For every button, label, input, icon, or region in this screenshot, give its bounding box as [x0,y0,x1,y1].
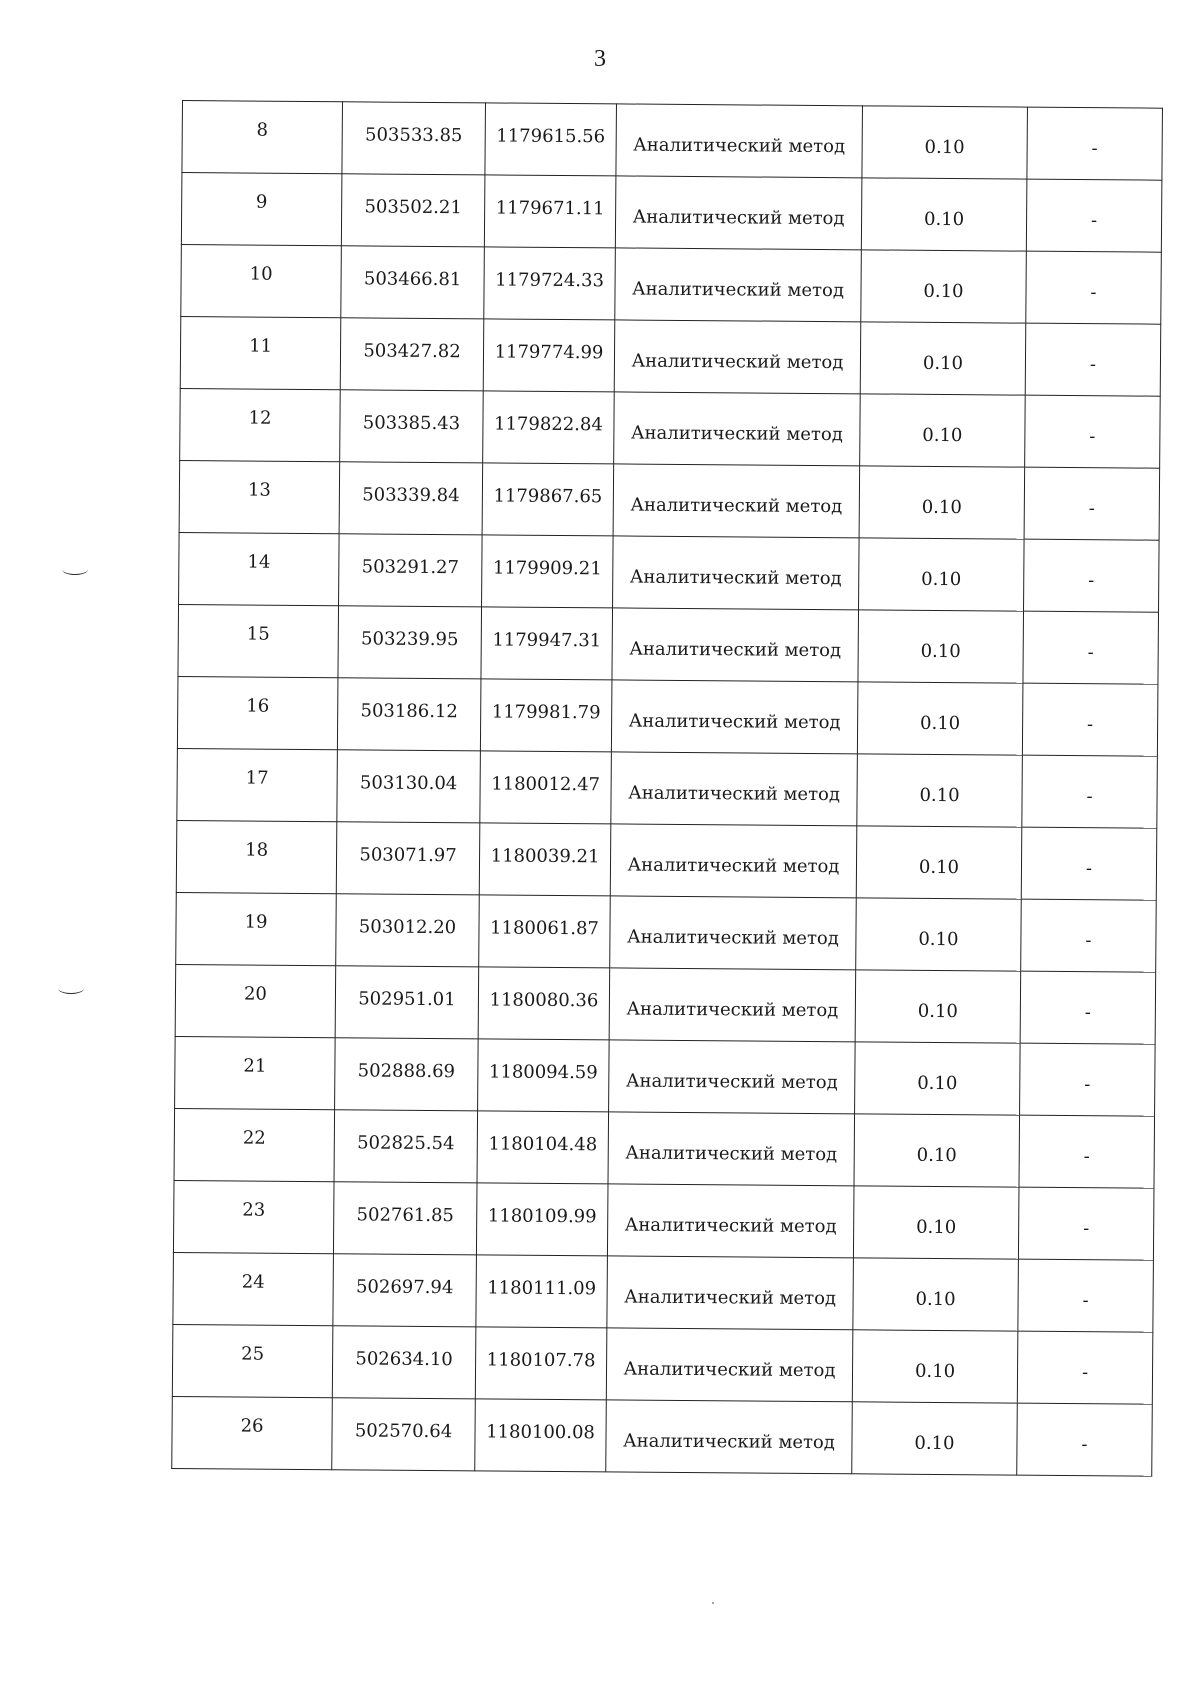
accuracy-cell [852,1402,1018,1475]
y-coordinate-cell [485,103,617,176]
method-cell-value: Аналитический метод [630,494,843,518]
method-cell-value: Аналитический метод [622,1430,835,1454]
x-coordinate-cell-value: 503533.85 [364,124,463,147]
y-coordinate-cell [476,1183,608,1256]
table-row [176,820,1157,900]
point-number-cell-value: 20 [243,983,268,1005]
x-coordinate-cell-value: 502888.69 [357,1060,456,1083]
y-coordinate-cell [484,175,616,248]
note-cell-value: - [1088,570,1095,592]
note-cell-value: - [1088,498,1095,520]
accuracy-cell-value: 0.10 [917,1000,958,1023]
point-number-cell [176,892,337,965]
x-coordinate-cell [340,390,484,463]
x-coordinate-cell [333,1182,477,1255]
method-cell-value: Аналитический метод [625,1070,838,1094]
accuracy-cell-value: 0.10 [916,1144,957,1167]
method-cell-value: Аналитический метод [630,422,843,446]
accuracy-cell-value: 0.10 [914,1360,956,1383]
note-cell [1017,1403,1153,1476]
accuracy-cell [859,538,1025,611]
point-number-cell-value: 14 [247,551,271,573]
point-number-cell-value: 22 [242,1127,266,1149]
method-cell-value: Аналитический метод [626,998,839,1022]
method-cell [616,104,863,178]
accuracy-cell [857,754,1023,827]
accuracy-cell-value: 0.10 [917,1072,958,1095]
method-cell [613,536,860,610]
y-coordinate-cell-value: 1180061.87 [490,917,599,940]
method-cell [606,1400,853,1474]
method-cell [611,680,858,754]
x-coordinate-cell [341,246,485,319]
point-number-cell [180,388,341,461]
point-number-cell [179,532,340,605]
method-cell [614,320,861,394]
point-number-cell [181,173,342,246]
x-coordinate-cell-value: 502825.54 [357,1132,455,1155]
method-cell [610,896,857,970]
note-cell-value: - [1085,930,1092,952]
accuracy-cell-value: 0.10 [919,784,960,807]
y-coordinate-cell-value: 1180111.09 [487,1277,597,1300]
table-row [175,1036,1156,1116]
note-cell [1024,467,1160,540]
accuracy-cell-value: 0.10 [914,1432,955,1455]
y-coordinate-cell [479,823,611,896]
accuracy-cell-value: 0.10 [923,280,964,303]
method-cell-value: Аналитический метод [624,1214,837,1238]
accuracy-cell [861,250,1027,323]
note-cell [1021,899,1157,972]
note-cell [1023,611,1159,684]
x-coordinate-cell [334,1110,478,1183]
note-cell-value: - [1086,714,1094,736]
x-coordinate-cell-value: 502761.85 [356,1204,455,1227]
x-coordinate-cell-value: 503427.82 [363,340,461,363]
table-row [175,964,1156,1044]
x-coordinate-cell-value: 502697.94 [355,1276,454,1299]
accuracy-cell-value: 0.10 [918,856,960,879]
point-number-cell-value: 18 [245,839,269,861]
note-cell [1022,755,1158,828]
point-number-cell-value: 10 [249,263,273,285]
y-coordinate-cell [478,967,610,1040]
accuracy-cell [862,106,1028,179]
x-coordinate-cell [342,102,486,175]
method-cell-value: Аналитический метод [624,1286,837,1310]
note-cell-value: - [1081,1434,1088,1456]
accuracy-cell [857,682,1023,755]
x-coordinate-cell-value: 502570.64 [354,1420,453,1443]
note-cell [1020,971,1156,1044]
table-row [179,532,1160,612]
point-number-cell [177,748,338,821]
accuracy-cell-value: 0.10 [924,136,965,159]
table-row [176,892,1157,972]
method-cell [614,392,861,466]
accuracy-cell-value: 0.10 [915,1288,956,1311]
point-number-cell [172,1324,333,1397]
point-number-cell-value: 26 [240,1415,264,1437]
point-number-cell-value: 24 [241,1271,265,1293]
x-coordinate-cell-value: 503239.95 [361,628,459,651]
page-number: 3 [594,46,606,72]
note-cell [1022,683,1158,756]
method-cell [612,608,859,682]
point-number-cell-value: 8 [256,119,269,141]
scan-mark [58,983,84,994]
note-cell-value: - [1086,786,1093,808]
note-cell-value: - [1083,1218,1090,1240]
accuracy-cell [856,826,1022,899]
y-coordinate-cell [480,751,612,824]
point-number-cell-value: 12 [248,407,272,429]
point-number-cell [177,676,338,749]
accuracy-cell [855,970,1021,1043]
method-cell [615,176,862,250]
note-cell [1020,1043,1156,1116]
note-cell-value: - [1081,1362,1089,1384]
x-coordinate-cell [339,462,483,535]
x-coordinate-cell-value: 503385.43 [362,412,461,435]
y-coordinate-cell [475,1327,607,1400]
table-row [177,676,1158,756]
table-row [182,101,1163,181]
x-coordinate-cell-value: 503186.12 [360,700,458,723]
method-cell [608,1112,855,1186]
accuracy-cell [856,898,1022,971]
x-coordinate-cell [338,606,482,679]
note-cell-value: - [1089,426,1096,448]
table-row [173,1180,1154,1260]
method-cell [613,464,860,538]
point-number-cell [173,1252,334,1325]
y-coordinate-cell-value: 1180080.36 [489,989,599,1012]
point-number-cell [174,1108,335,1181]
accuracy-cell [858,610,1024,683]
table-row [174,1108,1155,1188]
x-coordinate-cell [341,174,485,247]
point-number-cell-value: 15 [246,623,270,645]
method-cell-value: Аналитический метод [623,1358,836,1382]
scan-mark [62,564,88,575]
y-coordinate-cell-value: 1180039.21 [490,845,600,868]
point-number-cell [179,460,340,533]
accuracy-cell-value: 0.10 [921,568,962,591]
method-cell-value: Аналитический метод [629,566,842,590]
y-coordinate-cell-value: 1180109.99 [487,1205,597,1228]
point-number-cell-value: 23 [242,1199,266,1221]
y-coordinate-cell-value: 1179867.65 [493,485,603,508]
method-cell-value: Аналитический метод [626,926,839,950]
note-cell [1027,107,1163,180]
method-cell [611,752,858,826]
point-number-cell [173,1180,334,1253]
note-cell-value: - [1090,282,1097,304]
y-coordinate-cell [481,607,613,680]
accuracy-cell [859,466,1025,539]
point-number-cell [175,964,336,1037]
y-coordinate-cell [482,463,614,536]
method-cell-value: Аналитический метод [629,638,842,662]
y-coordinate-cell-value: 1180104.48 [488,1133,598,1156]
y-coordinate-cell [479,895,611,968]
table-row [180,388,1161,468]
y-coordinate-cell [482,535,614,608]
x-coordinate-cell [332,1326,476,1399]
scan-speck [712,1602,714,1604]
accuracy-cell-value: 0.10 [923,208,965,231]
point-number-cell [176,820,337,893]
note-cell [1024,539,1160,612]
y-coordinate-cell [483,319,615,392]
x-coordinate-cell [335,1038,479,1111]
accuracy-cell [860,322,1026,395]
table-row [181,173,1162,253]
accuracy-cell-value: 0.10 [919,712,961,735]
y-coordinate-cell-value: 1180094.59 [488,1061,598,1084]
method-cell [606,1328,853,1402]
method-cell-value: Аналитический метод [628,782,841,806]
method-cell-value: Аналитический метод [627,854,840,878]
method-cell-value: Аналитический метод [631,278,845,302]
y-coordinate-cell-value: 1179909.21 [492,557,602,580]
note-cell [1021,827,1157,900]
coordinates-table-wrapper [171,100,1163,1477]
point-number-cell-value: 16 [246,695,270,717]
method-cell-value: Аналитический метод [632,206,845,230]
accuracy-cell-value: 0.10 [918,928,959,951]
x-coordinate-cell [335,966,479,1039]
y-coordinate-cell-value: 1179615.56 [496,125,606,148]
y-coordinate-cell [478,1039,610,1112]
y-coordinate-cell [475,1399,607,1472]
note-cell-value: - [1085,858,1093,880]
x-coordinate-cell [340,318,484,391]
table-row [173,1252,1154,1332]
accuracy-cell [852,1330,1018,1403]
y-coordinate-cell [480,679,612,752]
y-coordinate-cell-value: 1179981.79 [491,701,601,724]
method-cell [609,968,856,1042]
accuracy-cell-value: 0.10 [922,352,964,375]
x-coordinate-cell [333,1254,477,1327]
method-cell [610,824,857,898]
table-row [180,316,1161,396]
accuracy-cell-value: 0.10 [921,496,962,519]
point-number-cell-value: 11 [249,335,273,357]
x-coordinate-cell-value: 503291.27 [361,556,460,579]
table-row [177,748,1158,828]
method-cell [615,248,862,322]
accuracy-cell [854,1114,1020,1187]
accuracy-cell-value: 0.10 [916,1216,957,1239]
y-coordinate-cell [483,391,615,464]
note-cell-value: - [1090,210,1098,232]
x-coordinate-cell [332,1398,476,1471]
y-coordinate-cell [484,247,616,320]
point-number-cell-value: 25 [241,1343,265,1365]
point-number-cell-value: 21 [243,1055,267,1077]
point-number-cell [172,1396,333,1469]
note-cell-value: - [1083,1146,1090,1168]
y-coordinate-cell-value: 1179947.31 [492,629,602,652]
note-cell [1026,251,1162,324]
accuracy-cell [860,394,1026,467]
point-number-cell-value: 13 [247,479,271,501]
x-coordinate-cell-value: 503130.04 [359,772,458,795]
note-cell-value: - [1084,1074,1091,1096]
method-cell [609,1040,856,1114]
x-coordinate-cell-value: 503071.97 [359,844,457,867]
note-cell [1019,1115,1155,1188]
y-coordinate-cell-value: 1180100.08 [486,1421,596,1444]
x-coordinate-cell [336,822,480,895]
y-coordinate-cell-value: 1179822.84 [493,413,603,436]
table-row [181,244,1162,324]
x-coordinate-cell [337,678,481,751]
point-number-cell [178,604,339,677]
x-coordinate-cell [336,894,480,967]
y-coordinate-cell-value: 1179774.99 [494,341,604,364]
accuracy-cell [855,1042,1021,1115]
table-row [172,1324,1153,1404]
point-number-cell-value: 17 [245,767,269,789]
method-cell-value: Аналитический метод [631,350,844,374]
y-coordinate-cell-value: 1180107.78 [486,1349,596,1372]
accuracy-cell [853,1186,1019,1259]
y-coordinate-cell [477,1111,609,1184]
note-cell [1025,395,1161,468]
note-cell-value: - [1082,1290,1089,1312]
accuracy-cell [861,178,1027,251]
note-cell [1018,1187,1154,1260]
point-number-cell [181,244,342,317]
accuracy-cell-value: 0.10 [920,640,961,663]
x-coordinate-cell [339,534,483,607]
x-coordinate-cell [337,750,481,823]
method-cell [607,1256,854,1330]
x-coordinate-cell-value: 503502.21 [364,196,462,219]
accuracy-cell [853,1258,1019,1331]
method-cell [607,1184,854,1258]
note-cell [1018,1259,1154,1332]
note-cell [1017,1331,1153,1404]
coordinates-table [171,100,1163,1477]
point-number-cell-value: 9 [255,191,268,213]
x-coordinate-cell-value: 502951.01 [358,988,456,1011]
note-cell [1026,179,1162,252]
note-cell-value: - [1091,138,1098,160]
y-coordinate-cell-value: 1180012.47 [491,773,601,796]
y-coordinate-cell-value: 1179671.11 [495,197,605,220]
method-cell-value: Аналитический метод [628,710,841,734]
method-cell-value: Аналитический метод [625,1142,838,1166]
accuracy-cell-value: 0.10 [922,424,963,447]
table-row [179,460,1160,540]
x-coordinate-cell-value: 502634.10 [355,1348,453,1371]
note-cell [1025,323,1161,396]
point-number-cell [175,1036,336,1109]
table-row [172,1396,1153,1476]
point-number-cell-value: 19 [244,911,268,933]
x-coordinate-cell-value: 503339.84 [362,484,460,507]
y-coordinate-cell-value: 1179724.33 [495,269,605,292]
x-coordinate-cell-value: 503466.81 [363,268,462,291]
x-coordinate-cell-value: 503012.20 [358,916,457,939]
note-cell-value: - [1087,642,1094,664]
table-body [172,101,1163,1477]
y-coordinate-cell [476,1255,608,1328]
table-row [178,604,1159,684]
point-number-cell [182,101,343,174]
note-cell-value: - [1089,354,1097,376]
point-number-cell [180,316,341,389]
method-cell-value: Аналитический метод [633,134,846,158]
note-cell-value: - [1084,1002,1091,1024]
